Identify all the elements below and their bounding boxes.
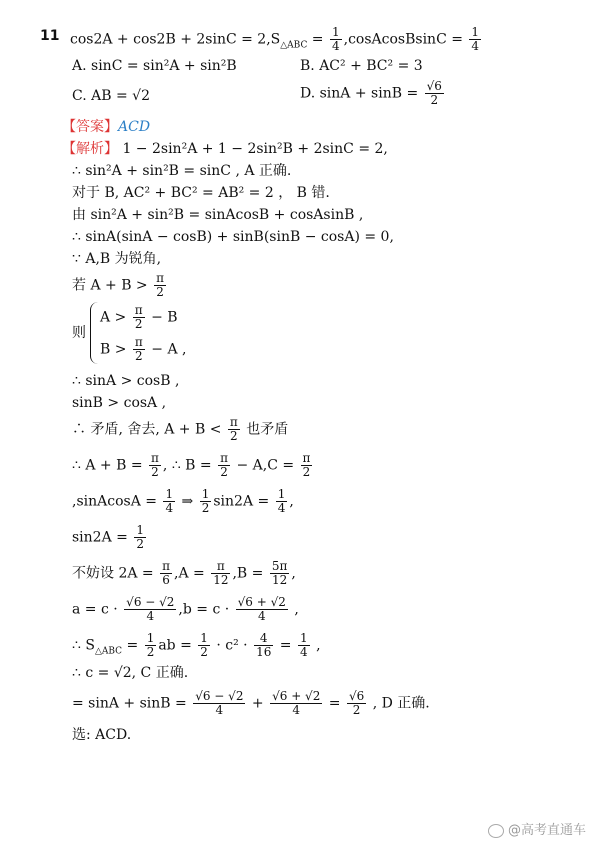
solution-line-3: 对于 B, AC² + BC² = AB² = 2 ， B 错. <box>72 185 330 201</box>
solution-line-5: ∴ sinA(sinA − cosB) + sinB(sinB − cosA) = 0, <box>72 229 394 245</box>
watermark <box>488 819 586 838</box>
option-c: C. AB = √2 <box>72 88 150 104</box>
option-d: D. sinA + sinB = $\frac{√6}{2}$ <box>300 79 442 107</box>
solution-line-19: = sinA + sinB = $\frac{√6 - √2}{4}$ + $\frac{√6 + √2}{4}$ = $\frac{√6}{2}$ , D 正确. <box>72 689 430 717</box>
brace-row-2: B > $\frac{\pi}{2}$ − A , <box>100 335 187 363</box>
solution-line-14: sin2A = $\frac{1}{2}$ <box>72 523 144 551</box>
solution-line-1: 【解析】 1 − 2sin²A + 1 − 2sin²B + 2sinC = 2, <box>62 141 388 157</box>
solution-line-13: ,sinAcosA = $\frac{1}{4}$ ⇒ $\frac{1}{2}$ sin2A = $\frac{1}{4}$ , <box>72 487 294 515</box>
stem-subscript: △ABC <box>280 40 308 51</box>
solution-line-16: a = c · $\frac{√6 - √2}{4}$ ,b = c · $\frac{√6 + √2}{4}$ , <box>72 595 299 623</box>
watermark-text: @高考直通车 <box>507 823 586 838</box>
solution-line-17: ∴ $S_{\triangle ABC}$ = $\frac{1}{2}$ ab = $\frac{1}{2}$ · c² · $\frac{4}{16}$ = $\frac{1}{4}$ , <box>72 631 321 659</box>
stem-part-b: ,cosAcosBsinC = <box>343 31 468 48</box>
answer-line <box>62 118 150 136</box>
solution-label: 【解析】 <box>62 141 118 157</box>
solution-line-9: ∴ sinA > cosB , <box>72 373 180 389</box>
solution-line-6: ∵ A,B 为锐角, <box>72 251 162 267</box>
solution-line-2: ∴ sin²A + sin²B = sinC , A 正确. <box>72 163 292 179</box>
solution-line-4: 由 sin²A + sin²B = sinAcosB + cosAsinB , <box>72 207 364 223</box>
solution-line-12: ∴ A + B = $\frac{\pi}{2}$ , ∴ B = $\frac{\pi}{2}$ − A,C = $\frac{\pi}{2}$ <box>72 451 311 479</box>
solution-line-15: 不妨设 2A = $\frac{\pi}{6}$ ,A = $\frac{\pi}{12}$ ,B = $\frac{5\pi}{12}$ , <box>72 559 296 587</box>
brace-label: 则 <box>72 325 86 341</box>
stem-part-a: cos2A + cos2B + 2sinC = 2,S <box>70 31 281 48</box>
brace-row-1: A > $\frac{\pi}{2}$ − B <box>100 303 178 331</box>
stem-fraction: $\frac{1}{4}$ <box>332 25 340 53</box>
solution-line-7: 若 A + B > $\frac{\pi}{2}$ <box>72 271 165 299</box>
solution-line-20: 选: ACD. <box>72 727 132 743</box>
solution-line-18: ∴ c = √2, C 正确. <box>72 665 189 681</box>
question-number: 11 <box>40 28 60 44</box>
option-b: B. AC² + BC² = 3 <box>300 58 423 74</box>
answer-value: ACD <box>118 119 151 135</box>
stem-eq: = <box>307 31 328 48</box>
option-a: A. sinC = sin²A + sin²B <box>72 58 237 74</box>
weibo-icon <box>488 824 504 838</box>
answer-label: 【答案】 <box>62 119 118 135</box>
question-stem <box>70 26 483 54</box>
stem-fraction-2: $\frac{1}{4}$ <box>471 25 480 53</box>
solution-line-10: sinB > cosA , <box>72 395 167 411</box>
solution-line-11: ∴ 矛盾, 舍去, A + B < $\frac{\pi}{2}$ 也矛盾 <box>72 415 289 443</box>
